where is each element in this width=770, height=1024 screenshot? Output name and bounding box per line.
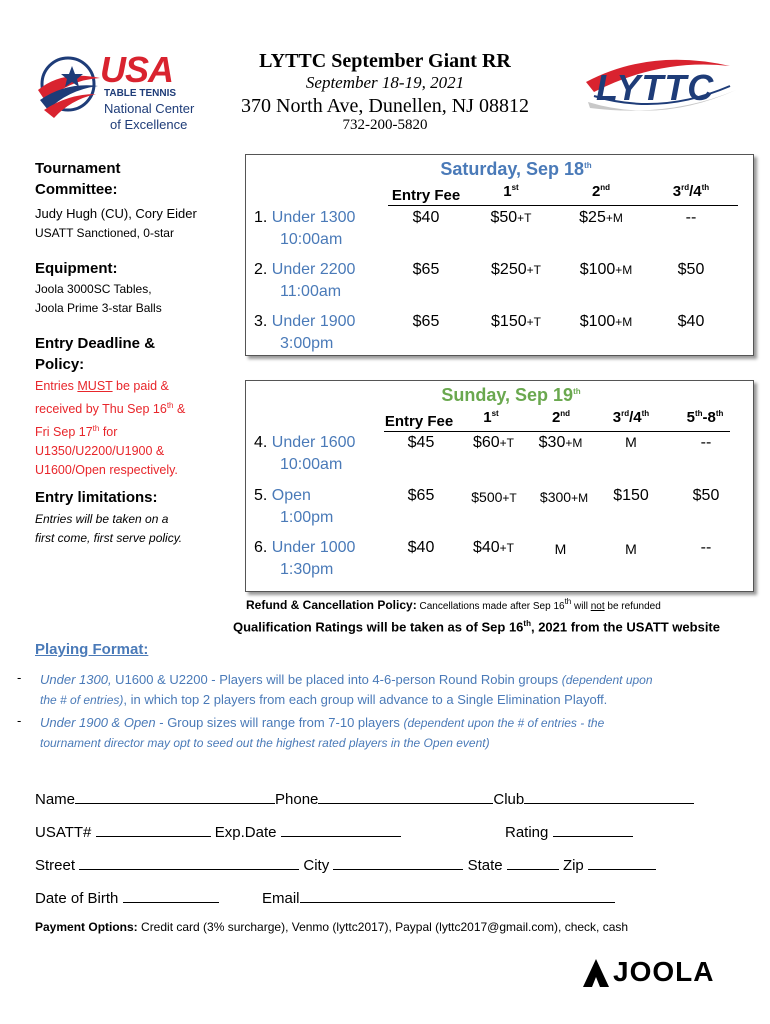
event-6-first: $40+T (472, 539, 515, 556)
usatt-label: USATT# (35, 824, 92, 841)
event-1-time: 10:00am (280, 231, 343, 248)
event-6-fifth: -- (700, 539, 712, 556)
usa-logo-subtitle: TABLE TENNIS (104, 88, 177, 99)
event-6-third: M (625, 541, 637, 557)
committee-heading (35, 160, 121, 198)
event-4-third: M (625, 434, 637, 450)
event-3-time: 3:00pm (280, 335, 334, 352)
usa-logo-line3: National Center (104, 101, 195, 116)
event-6-second: M (554, 541, 567, 557)
phone-field[interactable] (318, 789, 493, 804)
saturday-col-second: 2nd (591, 183, 611, 200)
limits-heading: Entry limitations: (35, 489, 158, 506)
equipment-balls: Joola Prime 3-star Balls (35, 301, 162, 315)
format-bullet-2: - (17, 713, 22, 728)
form-row-1 (35, 789, 694, 808)
event-3-third: $40 (677, 313, 705, 330)
event-3-first: $150+T (491, 313, 541, 330)
event-4-fee: $45 (407, 434, 435, 451)
event-1-third: -- (685, 209, 697, 226)
event-4-fifth: -- (700, 434, 712, 451)
event-3-second: $100+M (579, 313, 633, 330)
event-1-second: $25+M (579, 209, 623, 226)
deadline-heading (35, 335, 155, 373)
saturday-col-first: 1st (503, 183, 519, 200)
dob-label: Date of Birth (35, 890, 119, 907)
form-email (262, 888, 615, 907)
state-label: State (467, 857, 503, 874)
deadline-heading-line2: Policy: (35, 356, 85, 373)
city-field[interactable] (333, 855, 463, 870)
event-3-label: 3. Under 1900 (254, 313, 356, 330)
form-row-4 (35, 888, 219, 907)
event-6-label: 6. Under 1000 (254, 539, 356, 556)
club-field[interactable] (524, 789, 694, 804)
zip-field[interactable] (588, 855, 656, 870)
committee-heading-line2: Committee: (35, 181, 118, 198)
event-phone: 732-200-5820 (342, 117, 428, 133)
sunday-col-third: 3rd/4th (612, 409, 650, 426)
event-4-second: $30+M (538, 434, 583, 451)
event-1-first: $50+T (490, 209, 532, 226)
sunday-schedule (245, 380, 754, 592)
event-2-label: 2. Under 2200 (254, 261, 356, 278)
event-2-second: $100+M (579, 261, 633, 278)
usa-logo-line4: of Excellence (110, 117, 188, 132)
sunday-header-rule (384, 431, 730, 432)
event-2-time: 11:00am (280, 283, 342, 300)
event-5-time: 1:00pm (280, 509, 334, 526)
exp-field[interactable] (281, 822, 401, 837)
usa-logo-text: USA (100, 49, 174, 90)
qualification-note: Qualification Ratings will be taken as of Sep 16th, 2021 from the USATT website (233, 619, 720, 635)
saturday-col-third: 3rd/4th (672, 183, 710, 200)
street-label: Street (35, 857, 76, 874)
usatt-field[interactable] (96, 822, 211, 837)
format-heading: Playing Format: (35, 641, 149, 658)
city-label: City (303, 857, 330, 874)
form-row-2 (35, 822, 401, 841)
event-address: 370 North Ave, Dunellen, NJ 08812 (241, 95, 529, 117)
name-label: Name (35, 791, 76, 808)
rating-label: Rating (505, 824, 549, 841)
saturday-schedule (245, 154, 754, 356)
joola-logo (583, 956, 743, 992)
sunday-col-second: 2nd (551, 409, 571, 426)
event-5-first: $500+T (471, 489, 517, 505)
equipment-tables: Joola 3000SC Tables, (35, 282, 152, 296)
event-4-first: $60+T (472, 434, 515, 451)
sunday-col-first: 1st (483, 409, 499, 426)
joola-triangle-icon (583, 959, 609, 987)
event-6-fee: $40 (407, 539, 435, 556)
rating-field[interactable] (553, 822, 633, 837)
name-field[interactable] (75, 789, 275, 804)
email-label: Email (262, 890, 300, 907)
dob-field[interactable] (123, 888, 219, 903)
page-title: LYTTC September Giant RR (259, 50, 511, 72)
sanction-text: USATT Sanctioned, 0-star (35, 226, 174, 240)
form-rating (505, 822, 633, 841)
event-4-label: 4. Under 1600 (254, 434, 356, 451)
limits-text: Entries will be taken on a first come, first serve policy. (35, 512, 183, 545)
event-1-label: 1. Under 1300 (254, 209, 356, 226)
event-3-fee: $65 (412, 313, 440, 330)
sunday-title: Sunday, Sep 19th (441, 385, 581, 405)
exp-label: Exp.Date (214, 824, 277, 841)
event-5-third: $150 (613, 487, 649, 504)
equipment-heading: Equipment: (35, 260, 118, 277)
event-4-time: 10:00am (280, 456, 343, 473)
event-6-time: 1:30pm (280, 561, 334, 578)
format-item-1: Under 1300, U1600 & U2200 - Players will be placed into 4-6-person Round Robin groups (dependent upon the # of entries), in which top 2 players from each group will advance to a Single Elimination Playoff. (40, 672, 653, 707)
email-field[interactable] (300, 888, 615, 903)
sunday-col-fifth: 5th-8th (686, 409, 724, 426)
event-2-fee: $65 (412, 261, 440, 278)
event-5-second: $300+M (539, 489, 589, 505)
event-2-third: $50 (677, 261, 705, 278)
saturday-header-rule (388, 205, 738, 206)
deadline-policy: Entries MUST be paid & received by Thu Sep 16th & Fri Sep 17th for U1350/U2200/U1900 & U1600/Open respectively. (35, 379, 186, 478)
committee-heading-line1: Tournament (35, 160, 121, 177)
saturday-col-fee: Entry Fee (391, 187, 461, 204)
format-item-2: Under 1900 & Open - Group sizes will range from 7-10 players (dependent upon the # of entries - the tournament director may opt to seed out the highest rated players in the Open event) (40, 715, 605, 750)
zip-label: Zip (562, 857, 584, 874)
event-date: September 18-19, 2021 (305, 73, 465, 92)
event-2-first: $250+T (491, 261, 541, 278)
committee-names: Judy Hugh (CU), Cory Eider (35, 206, 197, 221)
format-bullet-1: - (17, 670, 22, 685)
sunday-col-fee: Entry Fee (384, 413, 454, 430)
event-5-fifth: $50 (692, 487, 720, 504)
phone-label: Phone (275, 791, 319, 808)
joola-logo-text: JOOLA (613, 956, 715, 987)
club-label: Club (493, 791, 525, 808)
deadline-heading-line1: Entry Deadline & (35, 335, 156, 352)
form-row-3 (35, 855, 656, 874)
event-5-fee: $65 (407, 487, 435, 504)
event-1-fee: $40 (412, 209, 440, 226)
state-field[interactable] (507, 855, 559, 870)
saturday-title: Saturday, Sep 18th (440, 159, 592, 179)
refund-policy: Refund & Cancellation Policy: Cancellations made after Sep 16th will not be refunded (246, 597, 661, 612)
event-5-label: 5. Open (254, 487, 311, 504)
street-field[interactable] (79, 855, 299, 870)
lyttc-logo-text: LYTTC (596, 67, 715, 108)
payment-options: Payment Options: Credit card (3% surcharge), Venmo (lyttc2017), Paypal (lyttc2017@gmail.com), check, cash (35, 920, 629, 934)
